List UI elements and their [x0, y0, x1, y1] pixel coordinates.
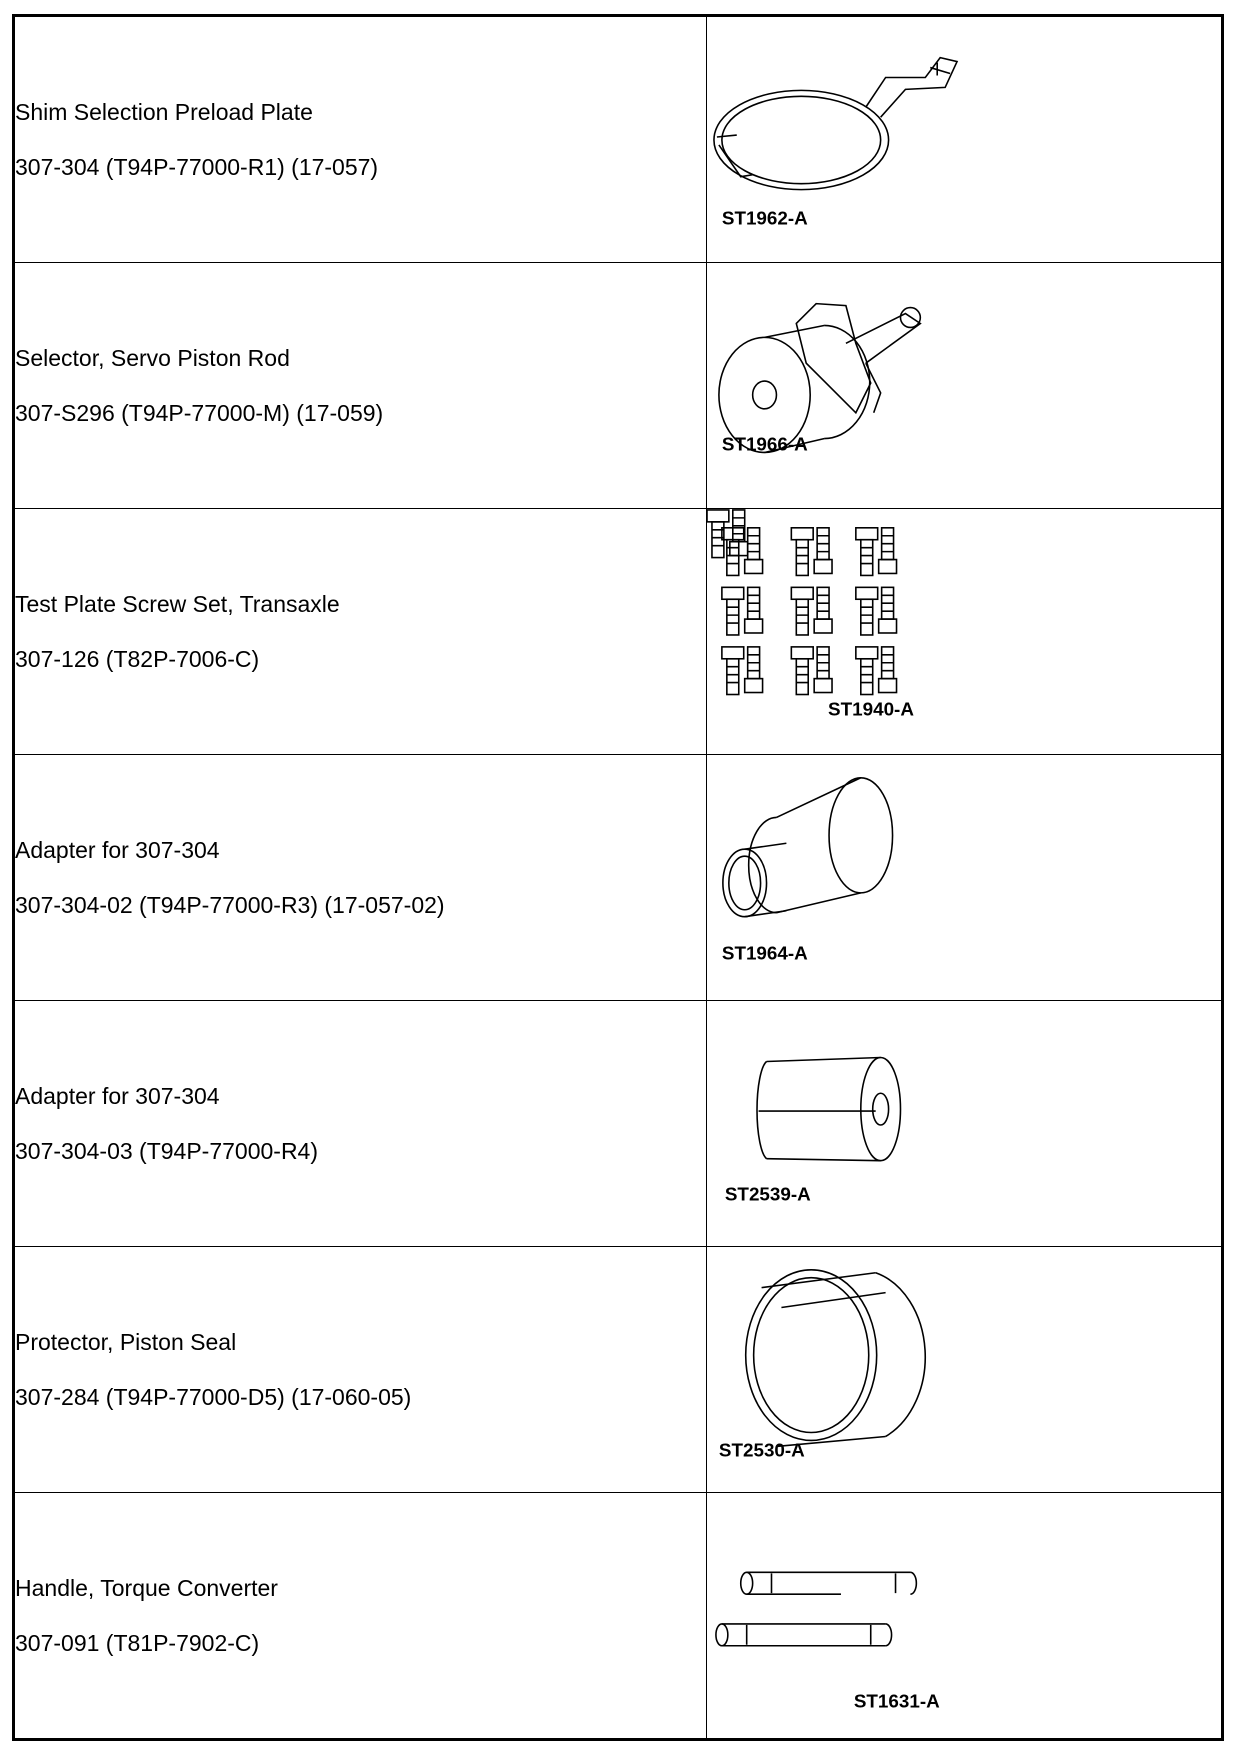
figure-code: ST1962-A — [721, 207, 808, 229]
preload-plate-drawing — [707, 17, 1221, 262]
adapter-r4-drawing — [707, 1001, 1221, 1246]
tool-name: Selector, Servo Piston Rod — [15, 345, 290, 371]
figure-code: ST2530-A — [718, 1439, 805, 1461]
tool-description-cell — [14, 1247, 707, 1493]
tool-row — [14, 755, 1223, 1001]
tool-number: 307-S296 (T94P-77000-M) (17-059) — [15, 400, 384, 426]
tool-name: Shim Selection Preload Plate — [15, 99, 313, 125]
tool-figure-cell — [707, 263, 1223, 509]
tool-figure-cell — [707, 1001, 1223, 1247]
tool-number: 307-284 (T94P-77000-D5) (17-060-05) — [15, 1384, 412, 1410]
tool-name: Handle, Torque Converter — [15, 1575, 278, 1601]
tool-figure-cell — [707, 509, 1223, 755]
tool-figure-cell — [707, 755, 1223, 1001]
figure-code: ST2539-A — [724, 1183, 811, 1205]
tool-number: 307-091 (T81P-7902-C) — [15, 1630, 260, 1656]
adapter-r3-drawing — [707, 755, 1221, 1000]
tool-description-cell — [14, 509, 707, 755]
tool-name: Adapter for 307-304 — [15, 837, 220, 863]
tool-description-cell — [14, 1001, 707, 1247]
tool-name: Adapter for 307-304 — [15, 1083, 220, 1109]
tool-number: 307-304-03 (T94P-77000-R4) — [15, 1138, 319, 1164]
tool-figure-cell — [707, 1247, 1223, 1493]
piston-seal-protector-drawing — [707, 1247, 1221, 1492]
figure-code: ST1631-A — [853, 1690, 940, 1712]
tool-number: 307-304 (T94P-77000-R1) (17-057) — [15, 154, 379, 180]
screw-set-drawing — [707, 509, 1221, 754]
figure-code: ST1964-A — [721, 942, 808, 964]
tool-description-cell — [14, 755, 707, 1001]
tool-row — [14, 1001, 1223, 1247]
tool-figure-cell — [707, 16, 1223, 263]
tool-row — [14, 1493, 1223, 1740]
tool-row — [14, 1247, 1223, 1493]
tool-name: Test Plate Screw Set, Transaxle — [15, 591, 340, 617]
tool-description-cell — [14, 16, 707, 263]
figure-code: ST1966-A — [721, 433, 808, 455]
tool-number: 307-304-02 (T94P-77000-R3) (17-057-02) — [15, 892, 445, 918]
figure-code: ST1940-A — [828, 698, 914, 720]
tool-row — [14, 509, 1223, 755]
tool-description-cell — [14, 1493, 707, 1740]
servo-selector-drawing — [707, 263, 1221, 508]
tool-row — [14, 16, 1223, 263]
tool-name: Protector, Piston Seal — [15, 1329, 237, 1355]
special-tools-table — [12, 14, 1224, 1741]
tool-row — [14, 263, 1223, 509]
tool-number: 307-126 (T82P-7006-C) — [15, 646, 260, 672]
tool-description-cell — [14, 263, 707, 509]
torque-converter-handle-drawing — [707, 1493, 1221, 1738]
tool-figure-cell — [707, 1493, 1223, 1740]
